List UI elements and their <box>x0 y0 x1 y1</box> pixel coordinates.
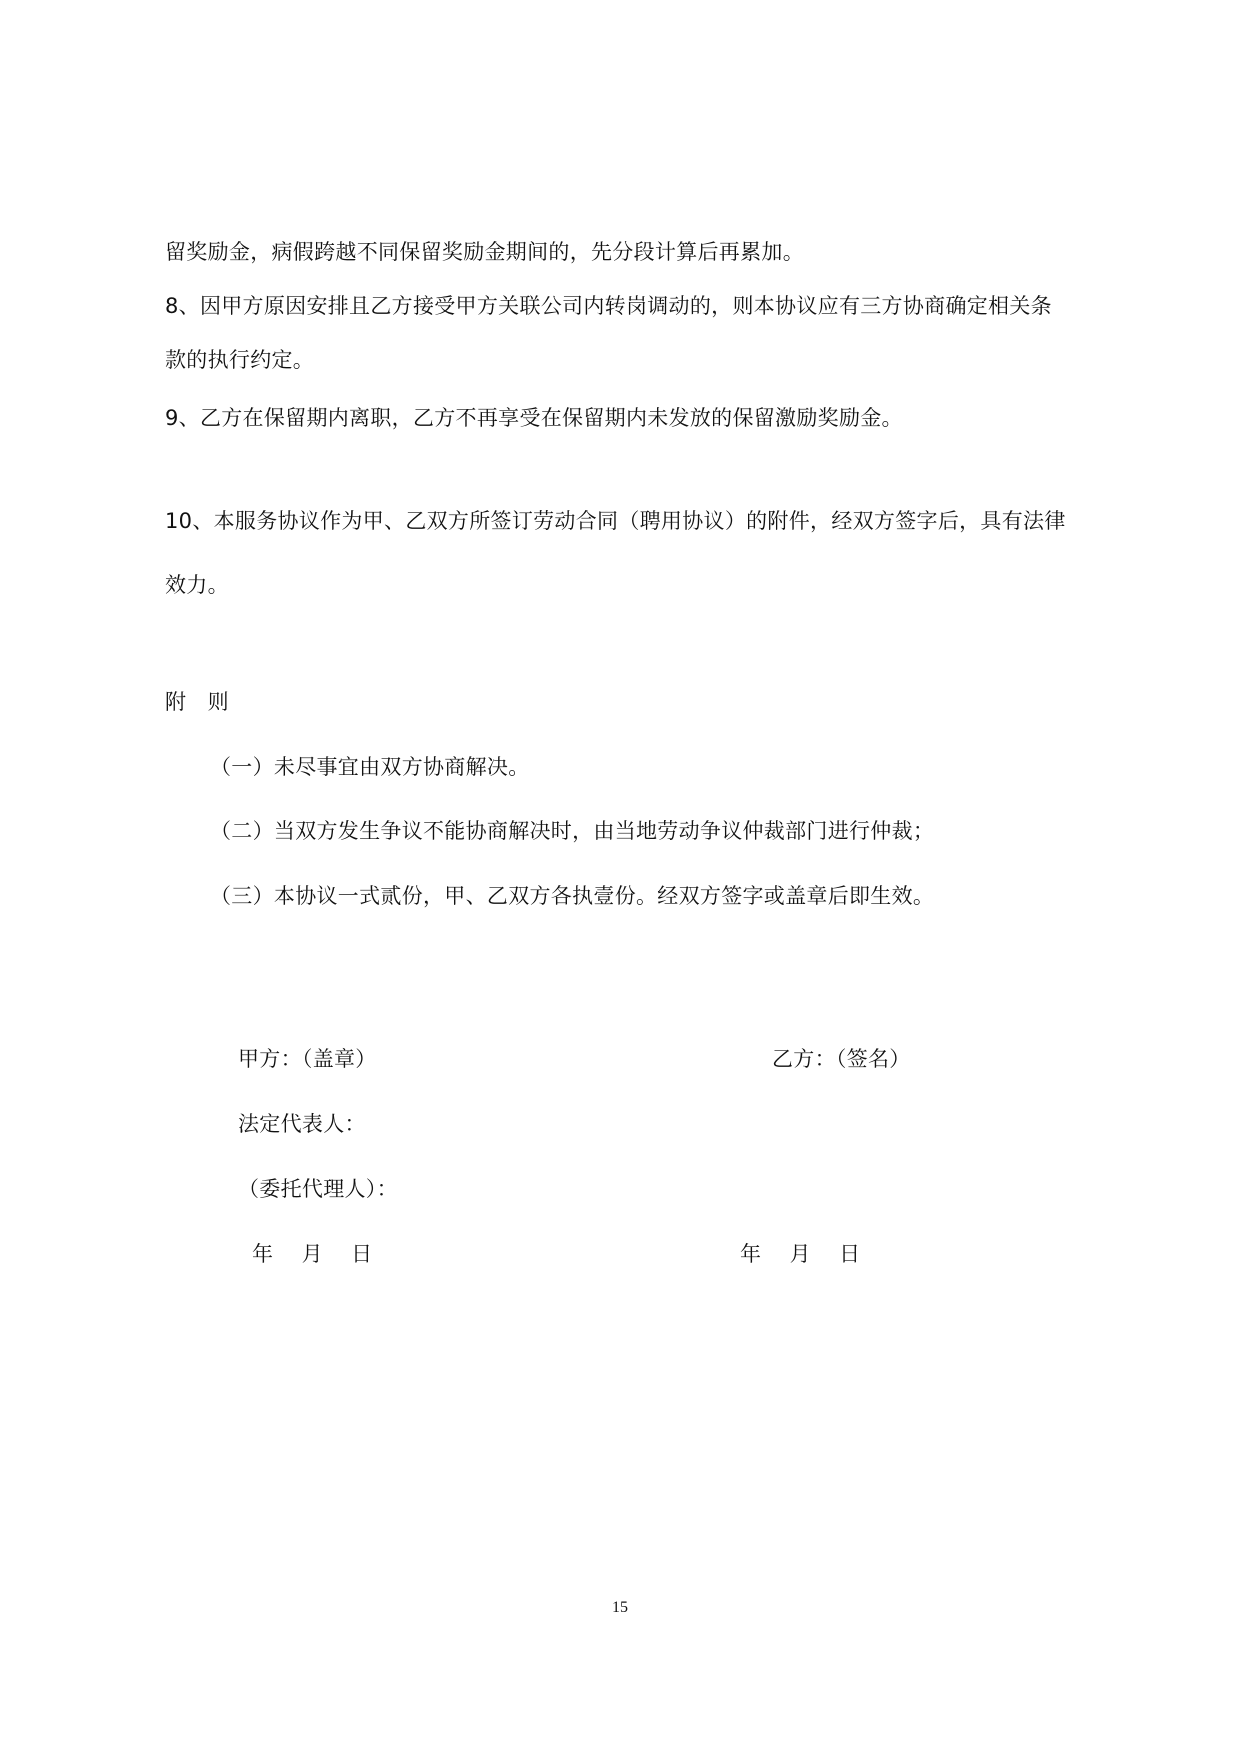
paragraph-10-line-1: 10、本服务协议作为甲、乙双方所签订劳动合同（聘用协议）的附件，经双方签字后，具有法律 <box>165 509 1066 533</box>
paragraph-10-line-2: 效力。 <box>165 573 229 597</box>
paragraph-7-continuation: 留奖励金，病假跨越不同保留奖励金期间的，先分段计算后再累加。 <box>165 240 804 264</box>
page-number: 15 <box>612 1599 628 1616</box>
paragraph-8-line-1: 8、因甲方原因安排且乙方接受甲方关联公司内转岗调动的，则本协议应有三方协商确定相关条 <box>165 294 1052 318</box>
party-b-date: 年 月 日 <box>740 1242 861 1266</box>
supplementary-item-2: （二）当双方发生争议不能协商解决时，由当地劳动争议仲裁部门进行仲裁； <box>210 819 935 843</box>
legal-representative-label: 法定代表人： <box>238 1112 366 1136</box>
paragraph-9: 9、乙方在保留期内离职，乙方不再享受在保留期内未发放的保留激励奖励金。 <box>165 406 903 430</box>
supplementary-item-1: （一）未尽事宜由双方协商解决。 <box>210 755 530 779</box>
party-b-signature-label: 乙方：（签名） <box>772 1047 911 1071</box>
party-a-date: 年 月 日 <box>252 1242 373 1266</box>
paragraph-8-line-2: 款的执行约定。 <box>165 348 315 372</box>
supplementary-item-3: （三）本协议一式贰份，甲、乙双方各执壹份。经双方签字或盖章后即生效。 <box>210 884 935 908</box>
authorized-agent-label: （委托代理人）： <box>238 1177 398 1201</box>
party-a-seal-label: 甲方：（盖章） <box>238 1047 377 1071</box>
supplementary-heading: 附 则 <box>165 690 229 714</box>
